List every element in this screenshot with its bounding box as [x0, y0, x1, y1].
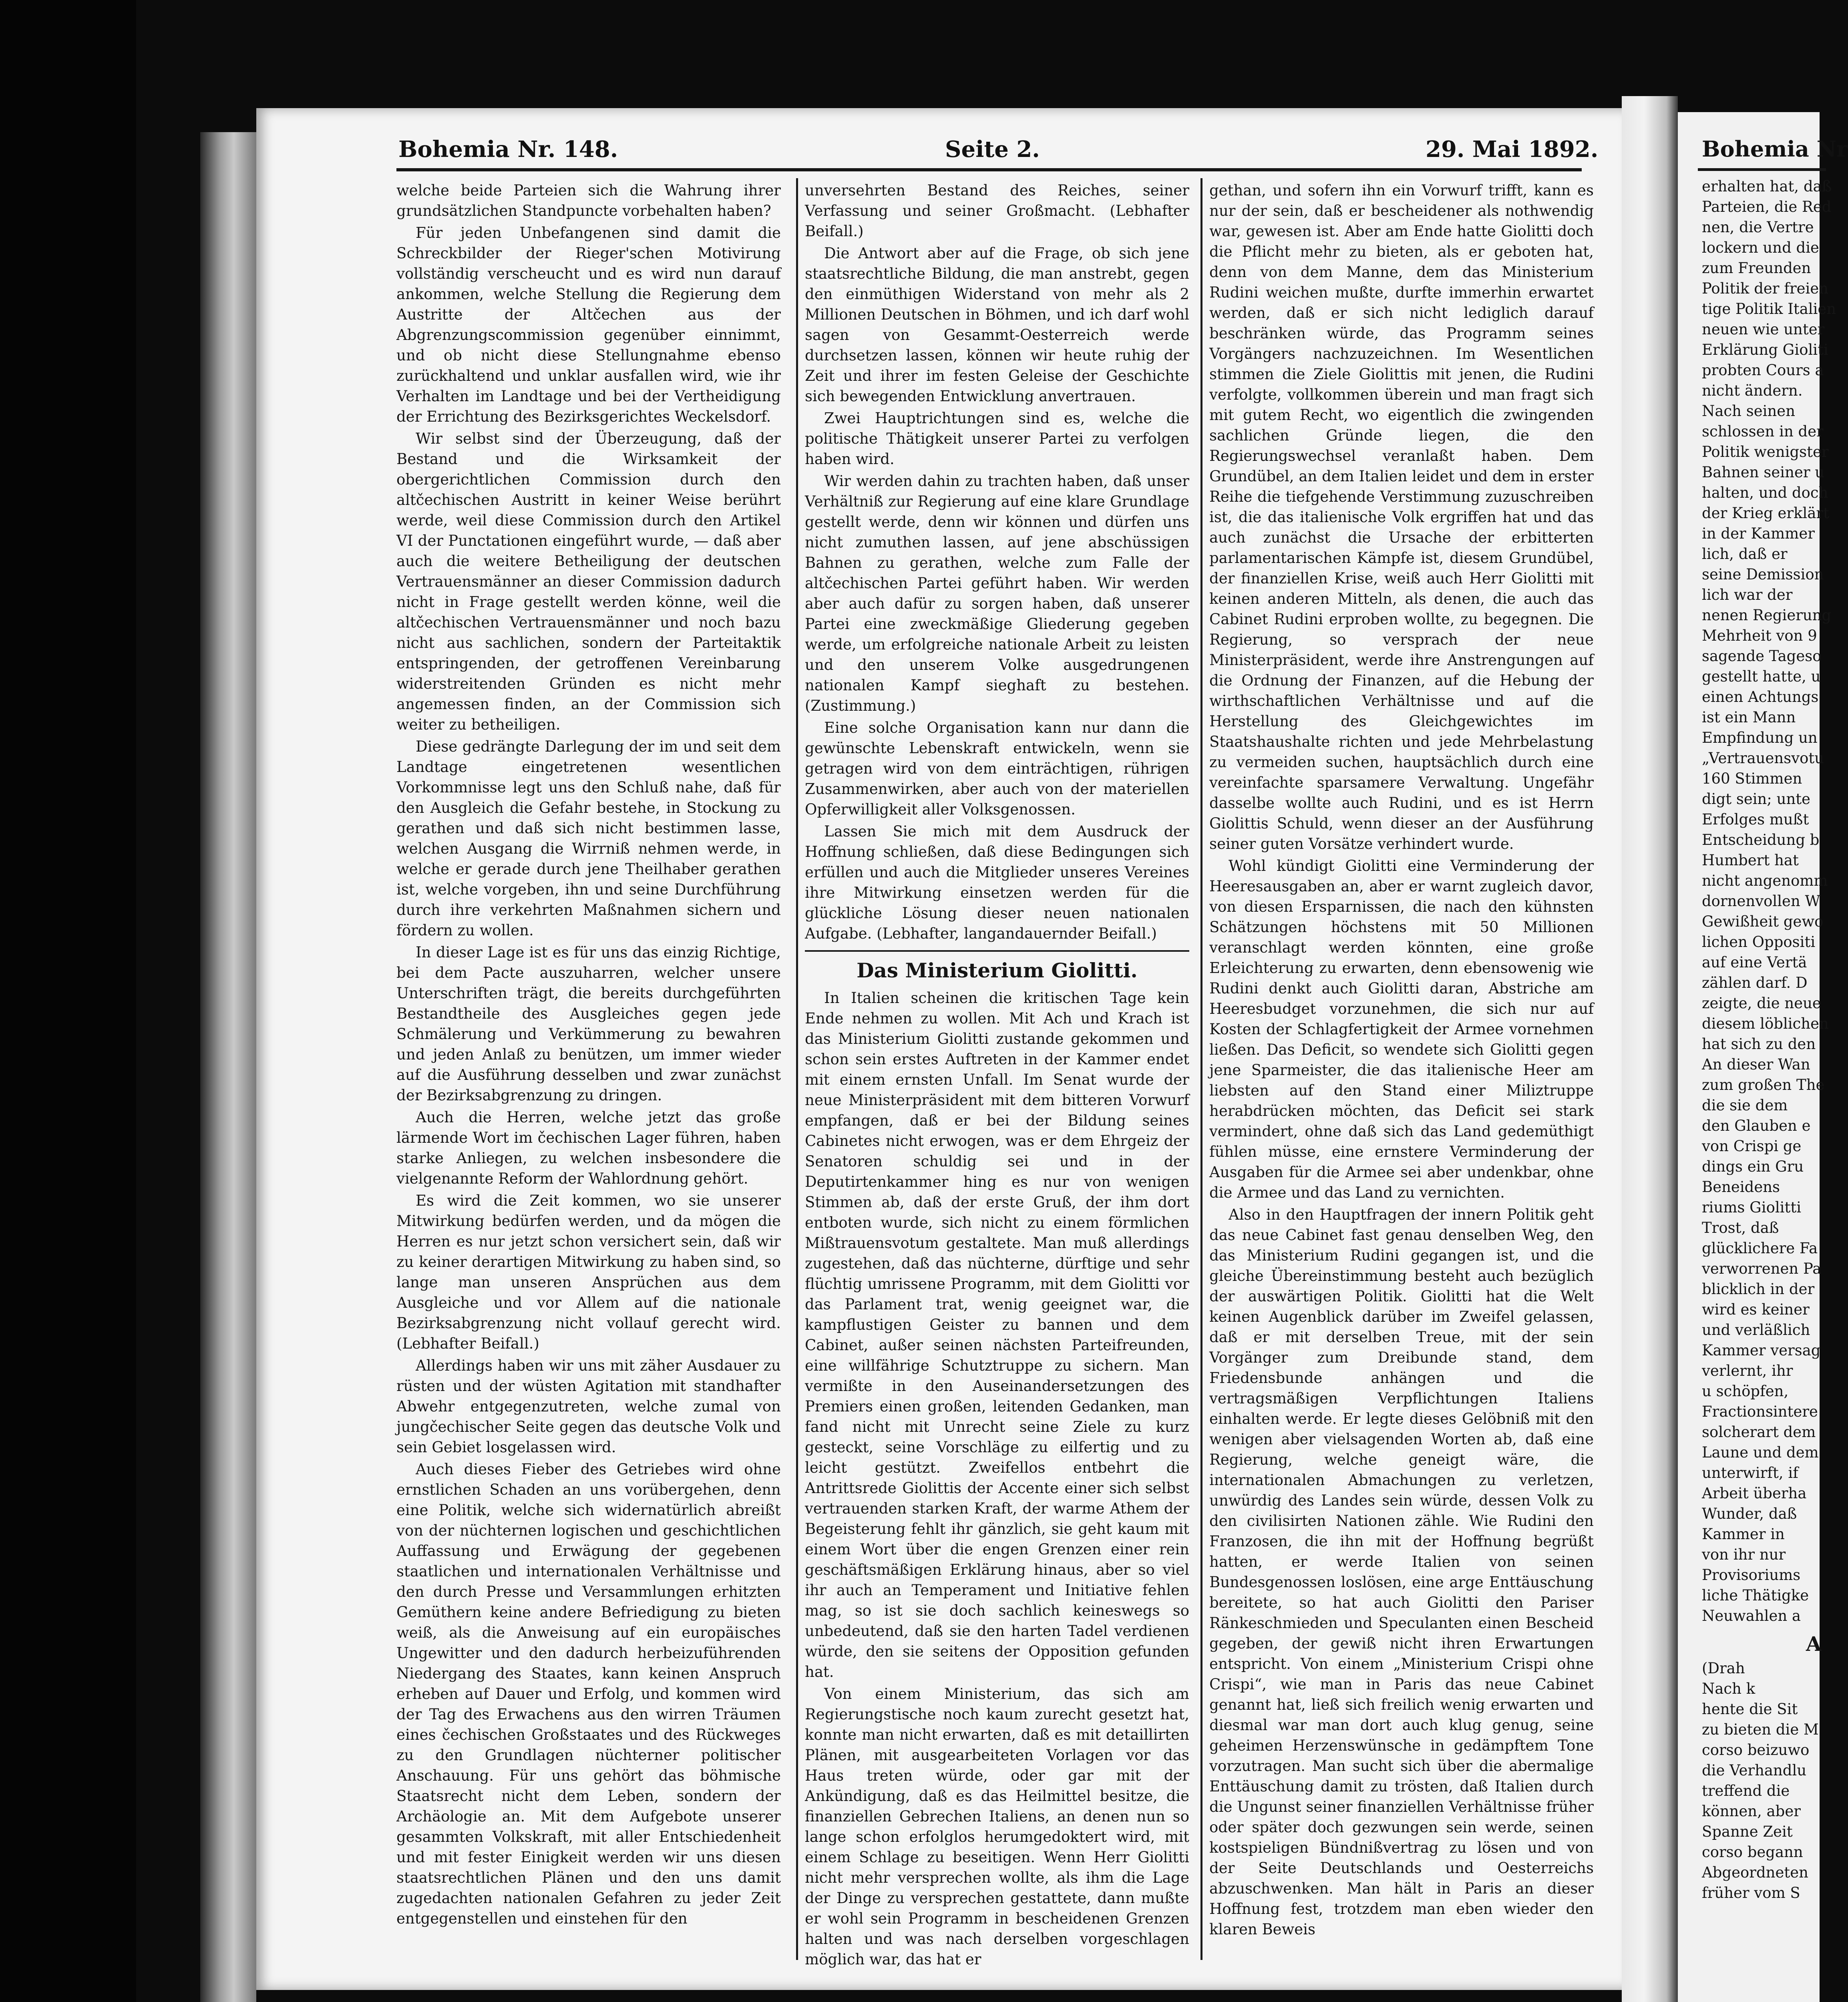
next-page-line: zum Freunden [1702, 259, 1811, 277]
paragraph: In Italien scheinen die kritischen Tage kein Ende nehmen zu wollen. Mit Ach und Krach ist das Ministerium Giolitti zustande gekommen und schon sein erstes Auftreten in der Kammer endet mit einem ernsten Unfall. Im Senat wurde der neue Ministerpräsident mit dem bitteren Vorwurf empfangen, daß er bei der Bildung seines Cabinetes nicht erwogen, was er dem Ehrgeiz der Senatoren schuldig sei und in der Deputirtenkammer hing es nur von wenigen Stimmen ab, daß der erste Gruß, der ihm dort entboten wurde, sich nicht zu einem förmlichen Mißtrauensvotum gestaltete. Man muß allerdings zugestehen, daß das nüchterne, dürftige und sehr flüchtig umrissene Programm, mit dem Giolitti vor das Parlament trat, wenig geeignet war, die kampflustigen Geister zu bannen und dem Cabinet, außer seinen nächsten Parteifreunden, eine willfährige Schutztruppe zu sichern. Man vermißte in den Auseinandersetzungen des Premiers einen großen, leitenden Gedanken, man fand nicht mit Unrecht seine Ziele zu kurz gesteckt, seine Vorschläge zu eilfertig und zu leicht gestützt. Zweifellos entbehrt die Antrittsrede Giolittis der Accente einer sich selbst vertrauenden starken Kraft, der warme Athem der Begeisterung fehlt ihr gänzlich, sie geht kaum mit einem Wort über die engen Grenzen einer rein geschäftsmäßigen Erklärung hinaus, aber so viel ihr auch an Temperament und Initiative fehlen mag, so ist sie doch sachlich keineswegs so unbedeutend, daß sie den harten Tadel verdienen würde, den sie seitens der Opposition gefunden hat. [805, 989, 1189, 1680]
page-edge [1622, 96, 1678, 2002]
next-page-fragment [1678, 112, 1848, 2002]
next-page-line: diesem löblichen [1702, 1015, 1829, 1032]
column-3 [1209, 180, 1594, 1950]
next-page-line: blicklich in der [1702, 1280, 1815, 1298]
next-page-line: hente die Sit [1702, 1700, 1798, 1718]
next-page-line: Gewißheit gewo [1702, 913, 1824, 930]
next-page-masthead: Bohemia Nr [1702, 136, 1848, 162]
paragraph: Auch dieses Fieber des Getriebes wird ohne ernstlichen Schaden an uns vorübergehen, denn eine Politik, welche sich widernatürlich abreißt von der nüchternen logischen und geschichtlichen Auffassung und Erwägung der gegebenen staatlichen und internationalen Verhältnisse und den durch Presse und Versammlungen erhitzten Gemüthern keine andere Befriedigung zu bieten weiß, als die Anweisung auf ein europäisches Ungewitter und den dadurch herbeizuführenden Niedergang des Staates, kann keinen Anspruch erheben auf Dauer und Erfolg, und kommen wird der Tag des Erwachens aus den wirren Träumen eines čechischen Großstaates und des Rückweges zu den Grundlagen nüchterner politischer Anschauung. Für uns gehört das böhmische Staatsrecht nicht dem Leben, sondern der Archäologie an. Mit dem Aufgebote unserer gesammten Volkskraft, mit aller Entschiedenheit und mit fester Einigkeit werden wir uns diesen staatsrechtlichen Plänen und den uns damit zugedachten nationalen Gefahren zu jeder Zeit entgegenstellen und einstehen für den [396, 1461, 781, 1927]
next-page-line: 160 Stimmen [1702, 770, 1802, 787]
next-page-line: auf eine Vertä [1702, 954, 1807, 971]
book-spine [200, 132, 256, 2002]
page-number: Seite 2. [945, 136, 1040, 163]
next-page-line: verworrenen Pa [1702, 1260, 1822, 1277]
next-page-line: Bahnen seiner u [1702, 464, 1825, 481]
next-page-line: können, aber [1702, 1803, 1801, 1820]
next-page-line: Humbert hat [1702, 852, 1799, 869]
paragraph: Allerdings haben wir uns mit zäher Ausdauer zu rüsten und der wüsten Agitation mit standhafter Abwehr entgegenzutreten, welche zumal von jungčechischer Seite gegen das deutsche Volk und sein Gebiet losgelassen wird. [396, 1357, 781, 1456]
next-page-line: nicht ändern. [1702, 382, 1803, 399]
paragraph: Von einem Ministerium, das sich am Regierungstische noch kaum zurecht gesetzt hat, konnte man nicht erwarten, daß es mit detaillirten Plänen, mit ausgearbeiteten Vorlagen vor das Haus treten würde, oder gar mit der Ankündigung, daß es das Heilmittel besitze, die finanziellen Gebrechen Italiens, an denen nun so lange schon erfolglos herumgedoktert wird, mit einem Schlage zu beseitigen. Wenn Herr Giolitti nicht mehr versprechen wollte, als ihm die Lage der Dinge zu versprechen gestattete, dann mußte er wohl sein Programm in bescheidenen Grenzen halten und was nach derselben vorgeschlagen möglich war, das hat er [805, 1685, 1189, 1968]
masthead-issue: Bohemia Nr. 148. [398, 136, 618, 163]
column-rule-1 [796, 178, 798, 1960]
next-page-line: lichen Oppositi [1702, 933, 1816, 951]
paragraph: Also in den Hauptfragen der innern Politik geht das neue Cabinet fast genau denselben Weg, den das Ministerium Rudini gegangen ist, und die gleiche Übereinstimmung besteht auch bezüglich der auswärtigen Politik. Giolitti hat die Welt keinen Augenblick darüber im Zweifel gelassen, daß er mit derselben Treue, mit der sein Vorgänger zum Dreibunde stand, dem Friedensbunde anhängen und die vertragsmäßigen Verpflichtungen Italiens einhalten werde. Er legte dieses Gelöbniß mit den wenigen aber vielsagenden Worten ab, daß eine Regierung, welche geneigt wäre, die internationalen Abmachungen zu verletzen, unwürdig des Landes sein würde, dessen Volk zu den civilisirten Nationen zähle. Wie Rudini den Franzosen, die ihn mit der Hoffnung begrüßt hatten, er werde Italien von seinen Bundesgenossen loslösen, eine arge Enttäuschung bereitete, so hat auch Giolitti den Pariser Ränkeschmieden und Speculanten einen Bescheid gegeben, der gewiß nicht ihren Erwartungen entspricht. Von einem „Ministerium Crispi ohne Crispi“, wie man in Paris das neue Cabinet genannt hat, ließ sich freilich wenig erwarten und diesmal war man dort auch klug genug, seine geheimen Herzenswünsche in gedämpftem Tone vorzutragen. Man sucht sich über die abermalige Enttäuschung damit zu trösten, daß Italien durch die Ungunst seiner finanziellen Verhältnisse früher oder später doch gezwungen sein werde, seinen kostspieligen Bündnißvertrag zu lösen und von der Seite Deutschlands und Oesterreichs abzuschwenken. Man hält in Paris an dieser Hoffnung fest, trotzdem man eben wieder den klaren Beweis [1209, 1206, 1594, 1938]
next-page-line: Empfindung un [1702, 729, 1818, 746]
next-page-line: der Krieg erklärt [1702, 505, 1829, 522]
next-page-line: ist ein Mann [1702, 709, 1796, 726]
next-page-line: zählen darf. D [1702, 974, 1808, 991]
next-page-header-rule [1698, 168, 1826, 171]
paragraph: Eine solche Organisation kann nur dann die gewünschte Lebenskraft entwickeln, wenn sie getragen wird von dem einträchtigen, rührigen Zusammenwirken, aber auch von der materiellen Opferwilligkeit aller Volksgenossen. [805, 719, 1189, 818]
paragraph: gethan, und sofern ihn ein Vorwurf trifft, kann es nur der sein, daß er bescheidener als nothwendig war, gewesen ist. Aber am Ende hatte Giolitti doch die Pflicht mehr zu bieten, als er geboten hat, denn von dem Manne, dem das Ministerium Rudini weichen mußte, durfte immerhin erwartet werden, daß er sich nicht lediglich darauf beschränken würde, das Programm seines Vorgängers nachzuzeichnen. Im Wesentlichen stimmen die Ziele Giolittis mit jenen, die Rudini verfolgte, vollkommen überein und man fragt sich mit gutem Recht, wo eigentlich die zwingenden sachlichen Gründe liegen, die den Regierungswechsel veranlaßt haben. Dem Grundübel, an dem Italien leidet und dem in erster Reihe die tiefgehende Verstimmung zuzuschreiben ist, die das italienische Volk ergriffen hat und das auch zunächst die Ursache der erbitterten parlamentarischen Kämpfe ist, diesem Grundübel, der finanziellen Krise, weiß auch Herr Giolitti mit keinen anderen Mitteln, als denen, die auch das Cabinet Rudini erproben wollte, zu begegnen. Die Regierung, so versprach der neue Ministerpräsident, werde ihre Anstrengungen auf die Ordnung der Finanzen, auf die Hebung der wirthschaftlichen Verhältnisse und auf die Herstellung des Gleichgewichtes im Staatshaushalte richten und jede Mehrbelastung zu vermeiden suchen, hauptsächlich durch eine vereinfachte sparsamere Verwaltung. Ungefähr dasselbe wollte auch Rudini, und es ist Herrn Giolittis Schuld, wenn dieser an der Ausführung seiner guten Vorsätze verhindert wurde. [1209, 182, 1594, 852]
next-page-line: (Drah [1702, 1660, 1745, 1677]
column-1 [396, 180, 781, 1950]
next-page-line: Beneidens [1702, 1178, 1780, 1196]
next-page-line: gestellt hatte, u [1702, 668, 1821, 685]
next-page-line: „Vertrauensvotu [1702, 750, 1824, 767]
header-rule [396, 168, 1582, 171]
next-page-line: wird es keiner [1702, 1301, 1810, 1318]
next-page-line: probten Cours a [1702, 362, 1824, 379]
next-page-line: nen, die Vertre [1702, 219, 1814, 236]
next-page-line: die Verhandlu [1702, 1762, 1807, 1779]
section-divider [805, 950, 1189, 952]
next-page-line: Kammer in [1702, 1526, 1785, 1543]
next-page-line: Entscheidung b [1702, 831, 1820, 848]
next-page-line: Mehrheit von 9 [1702, 627, 1817, 644]
paragraph: Wohl kündigt Giolitti eine Verminderung der Heeresausgaben an, aber er warnt zugleich davor, von diesen Ersparnissen, die nach den kühnsten Schätzungen höchstens mit 50 Millionen veranschlagt werden könnten, eine große Erleichterung zu erwarten, denn ebensowenig wie Rudini denkt auch Giolitti daran, Abstriche am Heeresbudget vorzunehmen, die sich nur auf Kosten der Schlagfertigkeit der Armee vornehmen ließen. Das Deficit, so wendete sich Giolitti gegen jene Sparmeister, die das italienische Heer am liebsten auf den Stand einer Miliztruppe herabdrücken möchten, das Deficit sei stark vermindert, ohne daß sich das Land gedemüthigt fühlen müsse, eine ernstere Verminderung der Ausgaben für die Armee sei aber undenkbar, ohne die Armee und das Land zu vernichten. [1209, 857, 1594, 1201]
next-page-line: Laune und dem [1702, 1444, 1819, 1461]
next-page-line: Parteien, die Red [1702, 198, 1832, 215]
paragraph: Wir werden dahin zu trachten haben, daß unser Verhältniß zur Regierung auf eine klare Grundlage gestellt werde, denn wir können und dürfen uns nicht zumuthen lassen, auf jene abschüssigen Bahnen zu gerathen, welche zum Falle der altčechischen Partei geführt haben. Wir werden aber auch dafür zu sorgen haben, daß unserer Partei eine zweckmäßige Gliederung gegeben werde, um erfolgreiche nationale Arbeit zu leisten und den unserem Volke ausgedrungenen nationalen Kampf sieghaft zu bestehen. (Zustimmung.) [805, 472, 1189, 714]
scan-border [0, 0, 136, 2002]
next-page-article-title: A [1806, 1632, 1822, 1656]
next-page-line: seine Demission [1702, 566, 1824, 583]
column-rule-2 [1200, 178, 1203, 1960]
next-page-line: riums Giolitti [1702, 1199, 1802, 1216]
next-page-line: liche Thätigke [1702, 1587, 1809, 1604]
next-page-line: digt sein; unte [1702, 790, 1811, 808]
next-page-line: solcherart dem [1702, 1423, 1816, 1441]
next-page-line: treffend die [1702, 1782, 1790, 1799]
next-page-line: Trost, daß [1702, 1219, 1779, 1236]
paragraph: Diese gedrängte Darlegung der im und seit dem Landtage eingetretenen wesentlichen Vorkommnisse legt uns den Schluß nahe, daß für den Ausgleich die Gefahr bestehe, in Stockung zu gerathen und daß sich nicht bestimmen lasse, welchen Ausgang die Wirrniß nehmen werde, in welche er gerade durch jene Theilhaber gerathen ist, welche vorgeben, ihn und seine Durchführung durch ihre verkehrten Maßnahmen sichern und fördern zu wollen. [396, 738, 781, 939]
paragraph: Auch die Herren, welche jetzt das große lärmende Wort im čechischen Lager führen, haben starke Anliegen, zu welchen insbesondere die vielgenannte Reform der Wahlordnung gehört. [396, 1109, 781, 1187]
next-page-line: Fractionsintere [1702, 1403, 1818, 1420]
issue-date: 29. Mai 1892. [1426, 136, 1599, 163]
next-page-line: zeigte, die neue [1702, 995, 1821, 1012]
next-page-line: früher vom S [1702, 1884, 1800, 1901]
paragraph: Es wird die Zeit kommen, wo sie unserer Mitwirkung bedürfen werden, und da mögen die Herren es nur jetzt schon versichert sein, daß wir zu keiner derartigen Mitwirkung zu haben sind, so lange man unseren Ansprüchen aus dem Ausgleiche und vor Allem auf die nationale Bezirksabgrenzung nicht vollauf gerecht wird. (Lebhafter Beifall.) [396, 1192, 781, 1352]
next-page-line: schlossen in der [1702, 423, 1824, 440]
paragraph: In dieser Lage ist es für uns das einzig Richtige, bei dem Pacte auszuharren, welcher unsere Unterschriften trägt, die bereits durchgeführten Bestandtheile des Ausgleiches gegen jede Schmälerung und Verkümmerung zu bewahren und jeden Anlaß zu benützen, um immer wieder auf die Ausführung desselben und zwar zunächst der Bezirksabgrenzung zu dringen. [396, 944, 781, 1104]
next-page-line: nicht angenomm [1702, 872, 1828, 889]
next-page-line: zum großen The [1702, 1076, 1825, 1093]
next-page-line: unterwirft, if [1702, 1464, 1798, 1481]
next-page-line: Abgeordneten [1702, 1864, 1808, 1881]
next-page-line: Kammer versag [1702, 1342, 1821, 1359]
next-page-line: hat sich zu den [1702, 1035, 1816, 1053]
next-page-line: neuen wie unter [1702, 321, 1825, 338]
next-page-line: Wunder, daß [1702, 1505, 1797, 1522]
next-page-line: An dieser Wan [1702, 1056, 1810, 1073]
next-page-line: dornenvollen W [1702, 892, 1820, 910]
next-page-line: Politik der freien [1702, 280, 1829, 297]
next-page-line: von Crispi ge [1702, 1138, 1802, 1155]
next-page-line: halten, und doch [1702, 484, 1828, 501]
paragraph: Lassen Sie mich mit dem Ausdruck der Hoffnung schließen, daß diese Bedingungen sich erfüllen und auch die Mitglieder unseres Vereines ihre Mitwirkung einsetzen werden für die glückliche Lösung dieser neuen nationalen Aufgabe. (Lebhafter, langandauernder Beifall.) [805, 823, 1189, 942]
next-page-line: den Glauben e [1702, 1117, 1811, 1134]
next-page-line: Erklärung Gioliti [1702, 341, 1828, 358]
next-page-line: Provisoriums [1702, 1566, 1801, 1584]
next-page-line: corso begann [1702, 1843, 1803, 1861]
next-page-line: die sie dem [1702, 1097, 1788, 1114]
column-2 [805, 180, 1189, 1968]
next-page-line: sagende Tageso [1702, 647, 1822, 665]
next-page-line: Erfolges mußt [1702, 811, 1809, 828]
next-page-line: Spanne Zeit [1702, 1823, 1793, 1840]
next-page-line: verlernt, ihr [1702, 1362, 1793, 1379]
next-page-line: Neuwahlen a [1702, 1607, 1801, 1624]
paragraph: unversehrten Bestand des Reiches, seiner Verfassung und seiner Großmacht. (Lebhafter Beifall.) [805, 182, 1189, 240]
next-page-line: Arbeit überha [1702, 1485, 1807, 1502]
paragraph: Wir selbst sind der Überzeugung, daß der Bestand und die Wirksamkeit der obergerichtlichen Commission durch den altčechischen Austritt in keiner Weise berührt werde, weil diese Commission durch den Artikel VI der Punctationen eingeführt wurde, — daß aber auch die weitere Betheiligung der deutschen Vertrauensmänner an dieser Commission dadurch nicht in Frage gestellt werden könne, weil die altčechischen Vertrauensmänner und noch bazu nicht aus sachlichen, sondern der Parteitaktik entspringenden, der getroffenen Vereinbarung widerstreitenden Gründen es nicht mehr angemessen finden, an der Commission sich weiter zu betheiligen. [396, 430, 781, 733]
next-page-line: corso beizuwo [1702, 1741, 1810, 1759]
next-page-line: erhalten hat, daß [1702, 178, 1832, 195]
next-page-line: Nach k [1702, 1680, 1755, 1697]
next-page-line: nenen Regierung [1702, 607, 1832, 624]
paragraph: welche beide Parteien sich die Wahrung ihrer grundsätzlichen Standpuncte vorbehalten haben? [396, 182, 781, 219]
next-page-line: und verläßlich [1702, 1321, 1810, 1339]
next-page-line: lich, daß er [1702, 545, 1788, 563]
next-page-line: tige Politik Italien [1702, 300, 1836, 318]
next-page-line: in der Kammer [1702, 525, 1815, 542]
article-title: Das Ministerium Giolitti. [857, 959, 1138, 982]
next-page-line: von ihr nur [1702, 1546, 1786, 1563]
paragraph: Die Antwort aber auf die Frage, ob sich jene staatsrechtliche Bildung, die man anstrebt, gegen den einmüthigen Widerstand von mehr als 2 Millionen Deutschen in Böhmen, und ich darf wohl sagen von Gesammt-Oesterreich werde durchsetzen lassen, können wir heute ruhig der Zeit und ihrer im festen Geleise der Geschichte sich bewegenden Entwicklung anvertrauen. [805, 245, 1189, 405]
next-page-column [1702, 176, 1836, 1978]
next-page-line: einen Achtungs [1702, 688, 1819, 706]
next-page-line: lockern und die [1702, 239, 1819, 256]
next-page-line: Nach seinen [1702, 402, 1796, 420]
next-page-line: Politik wenigster [1702, 443, 1829, 460]
next-page-line: lich war der [1702, 586, 1793, 603]
next-page-line: glücklichere Fa [1702, 1240, 1818, 1257]
paragraph: Zwei Hauptrichtungen sind es, welche die politische Thätigkeit unserer Partei zu verfolgen haben wird. [805, 410, 1189, 468]
next-page-line: zu bieten die M [1702, 1721, 1819, 1738]
next-page-line: u schöpfen, [1702, 1383, 1789, 1400]
paragraph: Für jeden Unbefangenen sind damit die Schreckbilder der Rieger'schen Motivirung vollständig verscheucht und es wird nun darauf ankommen, welche Stellung die Regierung dem Austritte der Altčechen aus der Abgrenzungscommission gegenüber einnimmt, und ob nicht diese Stellungnahme ebenso zurückhaltend und unklar ausfallen wird, wie ihr Verhalten im Landtage und bei der Vertheidigung der Errichtung des Bezirksgerichtes Weckelsdorf. [396, 224, 781, 425]
next-page-line: dings ein Gru [1702, 1158, 1804, 1175]
